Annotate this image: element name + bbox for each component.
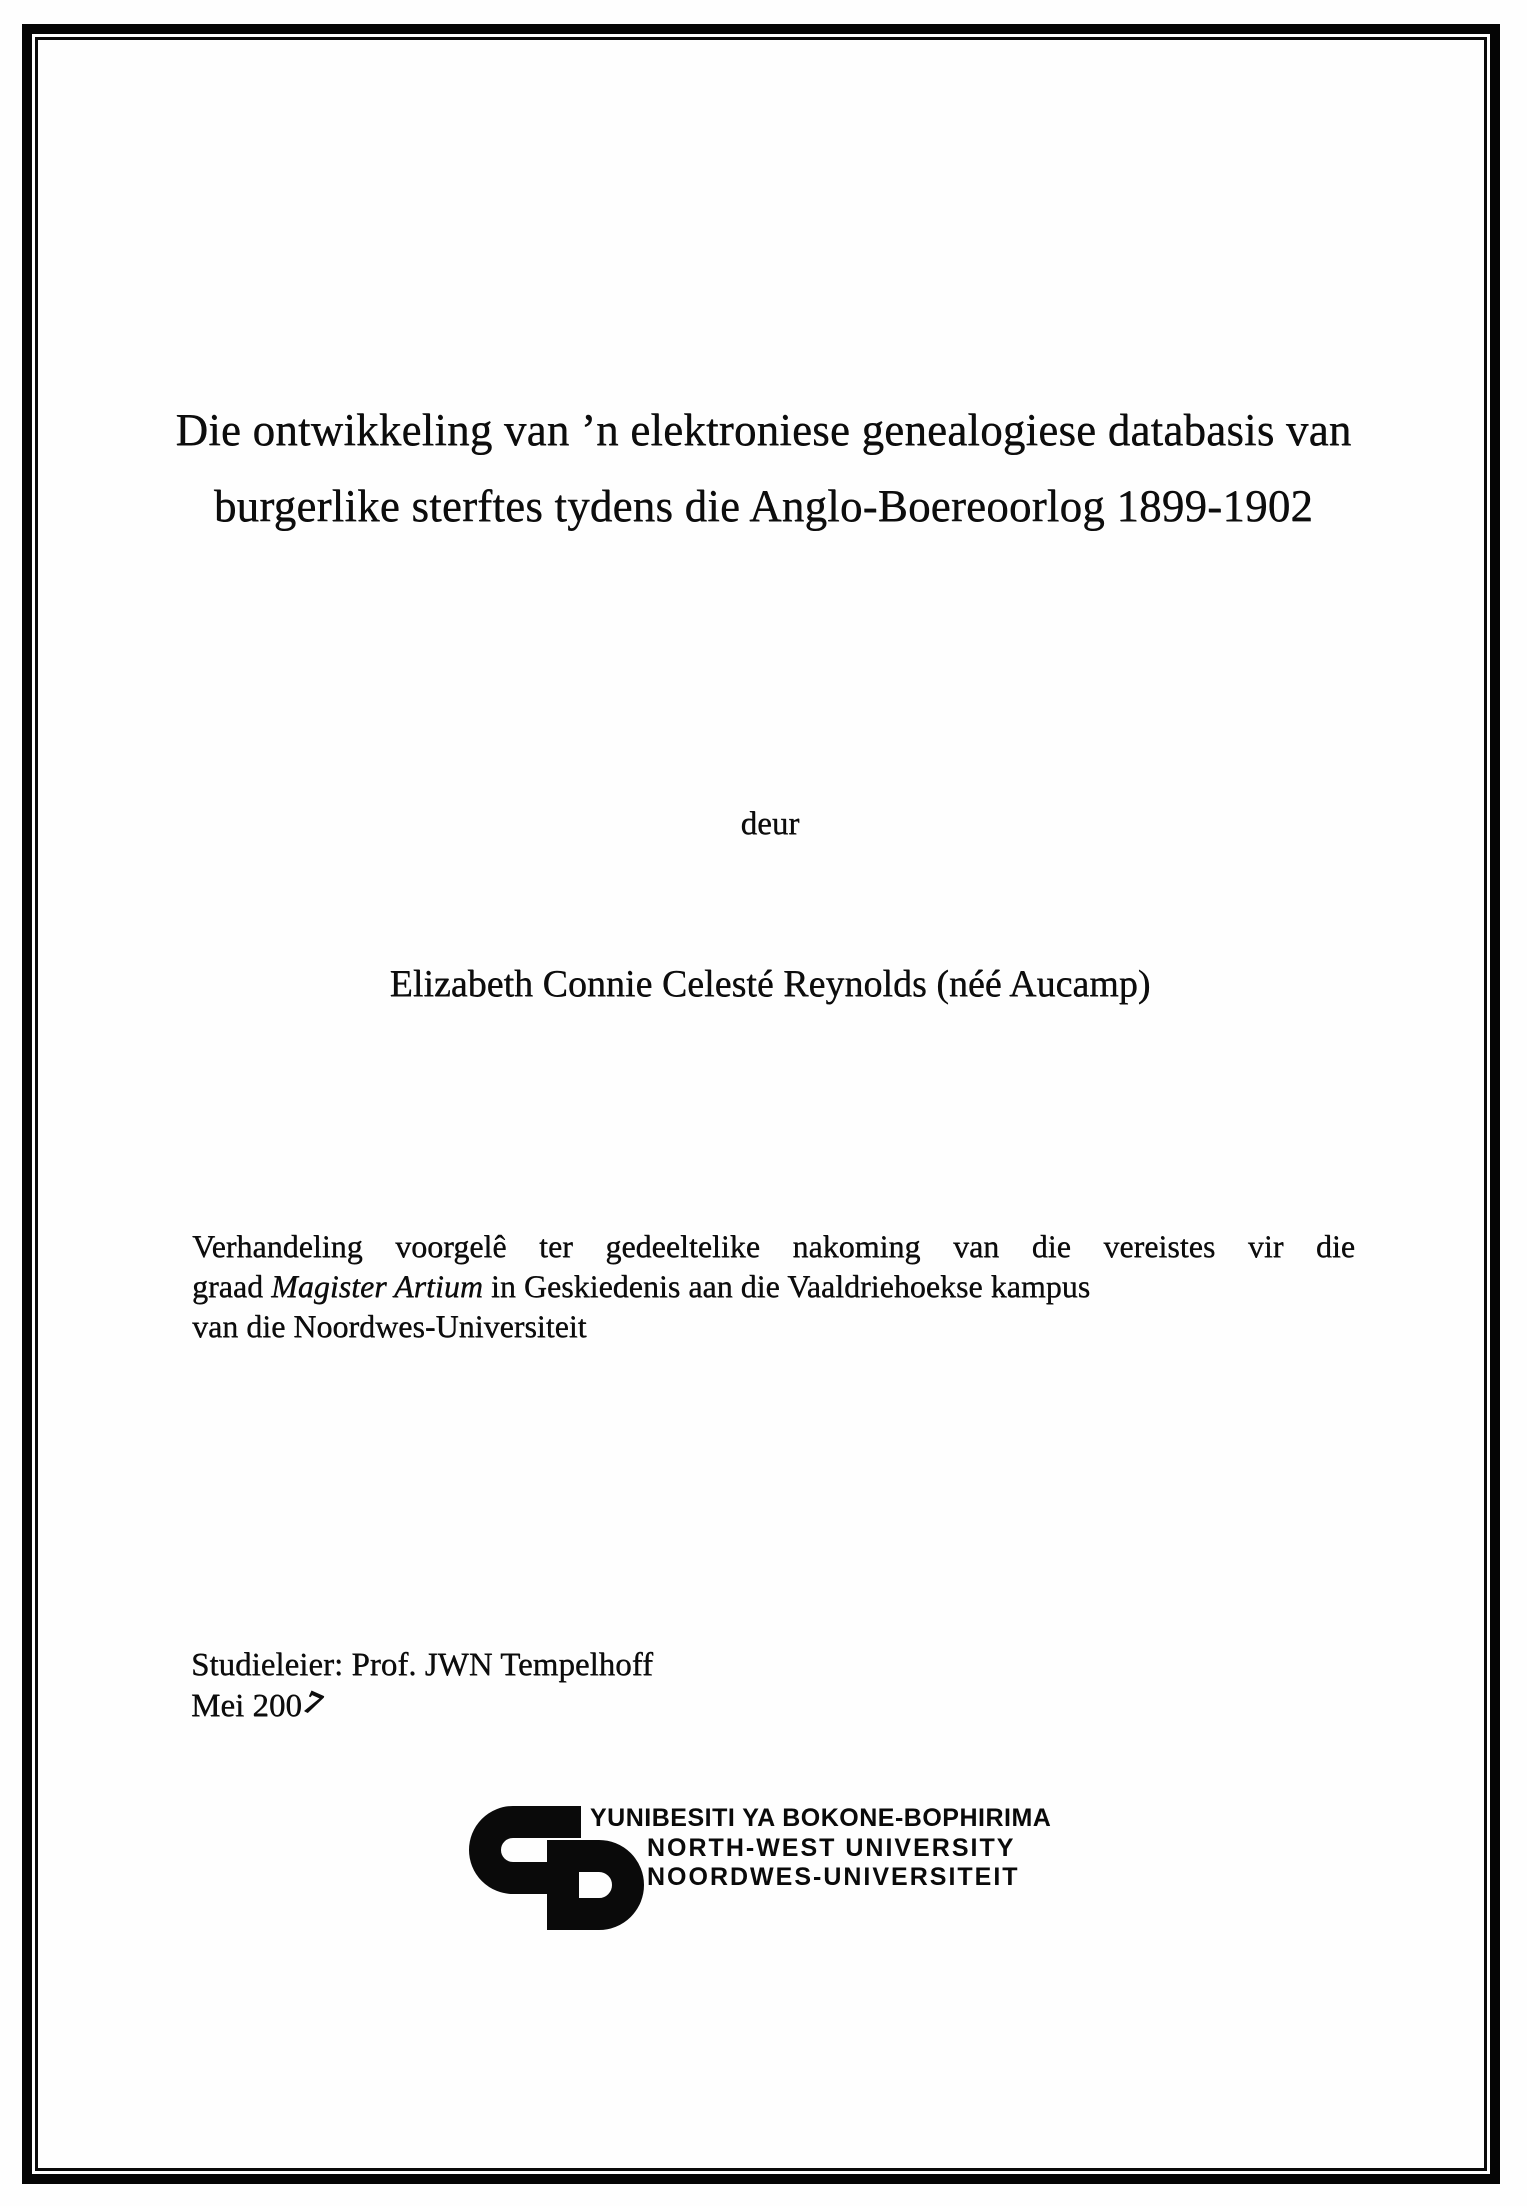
supervisor-block	[191, 1645, 653, 1727]
degree-statement-line-2	[192, 1266, 1355, 1306]
logo-text-afrikaans: NOORDWES-UNIVERSITEIT	[647, 1863, 1020, 1891]
date-prefix: Mei 200	[191, 1688, 302, 1724]
statement-line2-post: in Geskiedenis aan die Vaaldriehoekse kampus	[482, 1268, 1091, 1304]
supervisor-line: Studieleier: Prof. JWN Tempelhoff	[191, 1647, 654, 1683]
thesis-title	[120, 392, 1407, 544]
byline-word: deur	[740, 806, 800, 842]
logo-text-english: NORTH-WEST UNIVERSITY	[647, 1833, 1016, 1862]
degree-statement-line-3: van die Noordwes-Universiteit	[192, 1308, 587, 1344]
degree-statement-line-1: Verhandeling voorgelê ter gedeeltelike nakoming van die vereistes vir die	[192, 1228, 1355, 1264]
logo-text-setswana: YUNIBESITI YA BOKONE-BOPHIRIMA	[590, 1804, 1052, 1832]
statement-line2-pre: graad	[192, 1268, 272, 1304]
university-logo-text	[590, 1804, 1051, 1893]
degree-statement	[192, 1226, 1355, 1346]
university-logo	[463, 1804, 1123, 1954]
author-name: Elizabeth Connie Celesté Reynolds (néé Aucamp)	[389, 963, 1151, 1005]
date-line	[191, 1683, 653, 1727]
degree-name-italic: Magister Artium	[271, 1268, 483, 1304]
thesis-title-line-1: Die ontwikkeling van ’n elektroniese genealogiese databasis van	[175, 405, 1352, 455]
thesis-title-line-2: burgerlike sterftes tydens die Anglo-Boereoorlog 1899-1902	[213, 481, 1314, 531]
date-digit-distorted: 7	[297, 1683, 328, 1724]
